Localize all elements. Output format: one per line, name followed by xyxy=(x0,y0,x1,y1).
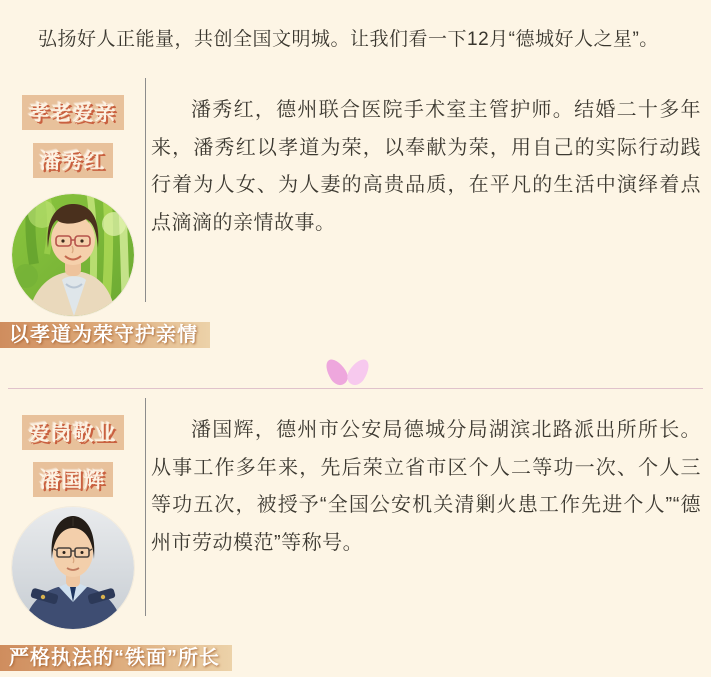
heart-left-petal xyxy=(322,356,352,389)
profile-1-left-column xyxy=(0,78,146,302)
profile-1-description: 潘秀红，德州联合医院手术室主管护师。结婚二十多年来，潘秀红以孝道为荣，以奉献为荣，用自己的实际行动践行着为人女、为人妻的高贵品质，在平凡的生活中演绎着点点滴滴的亲情故事。 xyxy=(151,99,701,234)
profile-2-left-column xyxy=(0,398,146,616)
profile-1-name-label: 潘秀红 xyxy=(33,143,113,178)
profile-2-banner-title: 严格执法的“铁面”所长 xyxy=(0,645,232,671)
portrait-woman-green-icon xyxy=(12,194,134,316)
profile-1-portrait-photo xyxy=(12,194,134,316)
intro-text: 弘扬好人正能量，共创全国文明城。让我们看一下12月“德城好人之星”。 xyxy=(38,29,659,50)
profile-section-1 xyxy=(0,78,711,302)
heart-right-petal xyxy=(344,356,374,389)
profile-2-description-column xyxy=(146,398,711,616)
profile-2-portrait-photo xyxy=(12,507,134,629)
profile-section-2 xyxy=(0,398,711,616)
profile-2-description: 潘国辉，德州市公安局德城分局湖滨北路派出所所长。从事工作多年来，先后荣立省市区个人二等功一次、个人三等功五次，被授予“全国公安机关清剿火患工作先进个人”“德州市劳动模范”等称号。 xyxy=(151,419,701,554)
heart-icon xyxy=(325,356,371,388)
profile-1-category-label: 孝老爱亲 xyxy=(22,95,124,130)
profile-2-name-label: 潘国辉 xyxy=(33,462,113,497)
profile-2-category-label: 爱岗敬业 xyxy=(22,415,124,450)
section-divider-line xyxy=(8,388,703,389)
profile-1-banner-title: 以孝道为荣守护亲情 xyxy=(0,322,210,348)
portrait-policewoman-icon xyxy=(12,507,134,629)
profile-1-description-column xyxy=(146,78,711,302)
